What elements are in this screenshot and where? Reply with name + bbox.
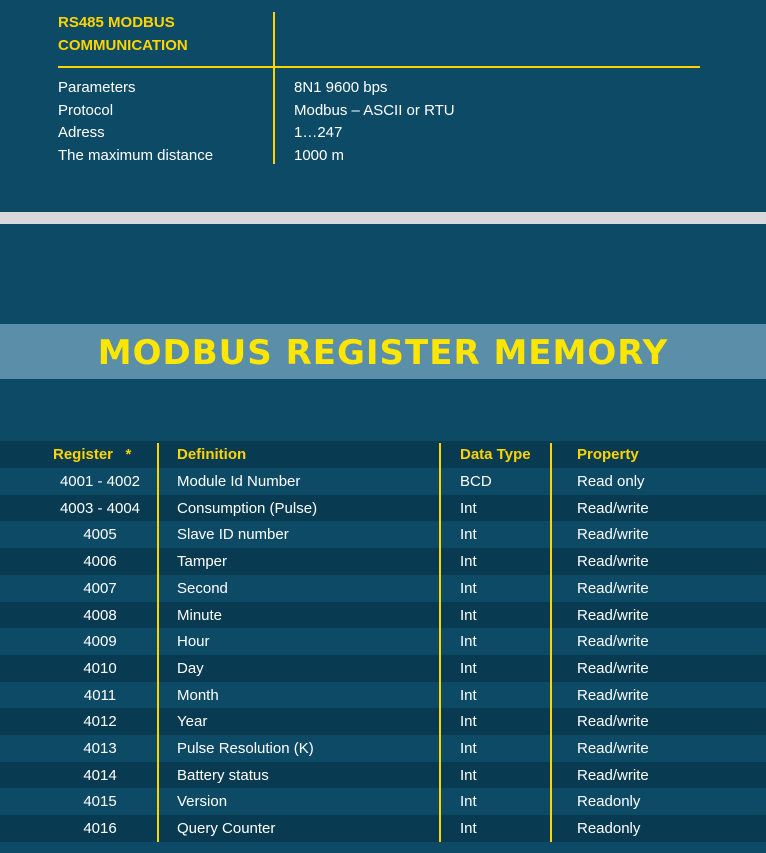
param-row-address <box>0 122 766 144</box>
cell-property: Read/write <box>577 686 649 704</box>
cell-data-type: Int <box>460 659 477 677</box>
cell-data-type: Int <box>460 820 477 838</box>
cell-definition: Pulse Resolution (K) <box>177 740 314 757</box>
cell-register: 4014 <box>83 766 117 784</box>
cell-property: Read/write <box>577 499 649 517</box>
cell-register: 4005 <box>83 526 117 544</box>
cell-definition: Query Counter <box>177 820 276 838</box>
cell-data-type: Int <box>460 766 477 784</box>
cell-property: Read/write <box>577 633 649 651</box>
cell-register: 4015 <box>83 793 117 811</box>
cell-property: Read/write <box>577 526 649 544</box>
cell-definition: Minute <box>177 606 223 624</box>
cell-property: Read/write <box>577 713 649 731</box>
cell-property: Readonly <box>577 793 641 811</box>
table-row <box>0 788 766 815</box>
cell-data-type: Int <box>460 499 477 517</box>
param-value: 1…247 <box>294 124 343 141</box>
cell-property: Read/write <box>577 553 649 571</box>
cell-data-type: Int <box>460 633 477 651</box>
cell-data-type: Int <box>460 740 477 757</box>
param-label: The maximum distance <box>58 147 214 164</box>
cell-definition: Tamper <box>177 553 228 571</box>
param-label: Protocol <box>58 102 114 119</box>
cell-definition: Consumption (Pulse) <box>177 499 318 517</box>
header-register: Register * <box>53 446 132 463</box>
cell-data-type: BCD <box>460 473 492 490</box>
cell-property: Read/write <box>577 659 649 677</box>
cell-definition: Version <box>177 793 228 811</box>
table-row <box>0 735 766 762</box>
cell-register: 4012 <box>83 713 117 731</box>
param-label: Adress <box>58 124 105 141</box>
header-data-type: Data Type <box>460 446 531 463</box>
cell-data-type: Int <box>460 606 477 624</box>
table-row <box>0 628 766 655</box>
table-row <box>0 521 766 548</box>
cell-property: Readonly <box>577 820 641 838</box>
cell-data-type: Int <box>460 713 477 731</box>
cell-definition: Battery status <box>177 766 269 784</box>
communication-title <box>58 11 188 57</box>
cell-register: 4010 <box>83 659 117 677</box>
cell-register: 4006 <box>83 553 117 571</box>
cell-definition: Month <box>177 686 219 704</box>
column-divider-1 <box>157 443 159 842</box>
cell-data-type: Int <box>460 686 477 704</box>
cell-register: 4007 <box>83 579 117 597</box>
column-divider-2 <box>439 443 441 842</box>
table-row <box>0 708 766 735</box>
cell-data-type: Int <box>460 793 477 811</box>
section-separator-band <box>0 212 766 224</box>
register-memory-title: MODBUS REGISTER MEMORY <box>97 333 669 373</box>
param-row-max-distance <box>0 145 766 167</box>
cell-register: 4016 <box>83 820 117 838</box>
cell-register: 4011 <box>83 686 117 704</box>
communication-title-line2: COMMUNICATION <box>58 37 188 54</box>
cell-register: 4009 <box>83 633 117 651</box>
table-row <box>0 468 766 495</box>
header-definition: Definition <box>177 446 247 463</box>
cell-data-type: Int <box>460 579 477 597</box>
cell-definition: Second <box>177 579 228 597</box>
cell-property: Read/write <box>577 606 649 624</box>
param-label: Parameters <box>58 79 136 96</box>
cell-register: 4013 <box>83 740 117 757</box>
param-value: 1000 m <box>294 147 345 164</box>
spacer-area <box>0 224 766 324</box>
table-row <box>0 495 766 522</box>
param-value: Modbus – ASCII or RTU <box>294 102 455 119</box>
param-row-parameters <box>0 77 766 99</box>
cell-data-type: Int <box>460 553 477 571</box>
table-row <box>0 602 766 629</box>
cell-data-type: Int <box>460 526 477 544</box>
column-divider-3 <box>550 443 552 842</box>
cell-definition: Year <box>177 713 208 731</box>
communication-title-line1: RS485 MODBUS <box>58 14 175 31</box>
cell-property: Read/write <box>577 579 649 597</box>
cell-definition: Slave ID number <box>177 526 289 544</box>
table-row <box>0 762 766 789</box>
table-row <box>0 682 766 709</box>
cell-definition: Day <box>177 659 204 677</box>
communication-horizontal-divider <box>58 66 700 68</box>
cell-register: 4003 - 4004 <box>59 499 141 517</box>
table-row <box>0 815 766 842</box>
param-value: 8N1 9600 bps <box>294 79 388 96</box>
table-row <box>0 575 766 602</box>
table-row <box>0 655 766 682</box>
param-row-protocol <box>0 100 766 122</box>
cell-register: 4001 - 4002 <box>59 473 141 490</box>
cell-property: Read only <box>577 473 645 490</box>
cell-property: Read/write <box>577 740 649 757</box>
cell-definition: Hour <box>177 633 210 651</box>
header-property: Property <box>577 446 639 463</box>
register-table-header <box>0 441 766 468</box>
cell-register: 4008 <box>83 606 117 624</box>
table-row <box>0 548 766 575</box>
cell-property: Read/write <box>577 766 649 784</box>
cell-definition: Module Id Number <box>177 473 301 490</box>
